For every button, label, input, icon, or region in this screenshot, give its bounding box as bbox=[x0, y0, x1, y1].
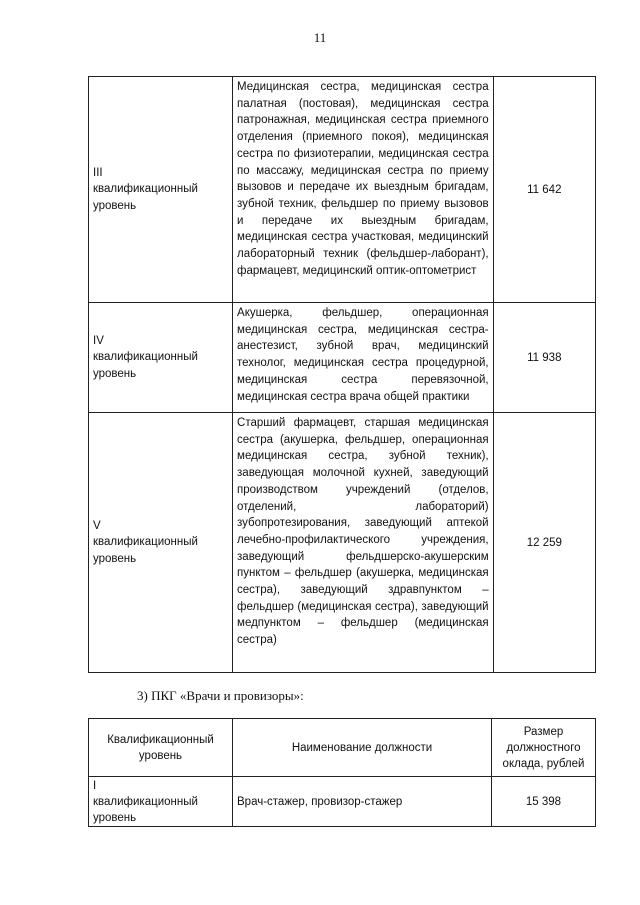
level-number: IV bbox=[93, 334, 104, 347]
qualification-level-cell bbox=[89, 777, 233, 827]
page-number: 11 bbox=[313, 30, 327, 45]
section-heading: 3) ПКГ «Врачи и провизоры»: bbox=[137, 688, 304, 703]
qualification-level-cell bbox=[89, 413, 233, 673]
positions-cell: Старший фармацевт, старшая медицинская сестра (акушерка, фельдшер, операционная медицинская сестра, зубной техник), заведующая молочной кухней, заведующий производством учреждений (отделов, отделений, лабораторий) зубопротезирования, заведующий аптекой лечебно-профилактического учреждения, заведующий фельдшерско-акушерским пунктом – фельдшер (акушерка, медицинская сестра), заведующий здравпунктом – фельдшер (медицинская сестра), заведующий медпунктом – фельдшер (медицинская сестра) bbox=[233, 413, 494, 673]
qualification-table-continued bbox=[88, 76, 596, 673]
header-qualification-level: Квалификационный уровень bbox=[89, 719, 233, 777]
level-unit: уровень bbox=[93, 811, 137, 824]
level-number: I bbox=[93, 779, 97, 792]
positions-cell: Врач-стажер, провизор-стажер bbox=[233, 777, 492, 827]
level-unit: уровень bbox=[93, 367, 137, 380]
salary-cell: 11 938 bbox=[493, 303, 595, 413]
level-word: квалификационный bbox=[93, 795, 198, 808]
header-salary: Размер должностного оклада, рублей bbox=[492, 719, 596, 777]
table-row bbox=[89, 303, 596, 413]
salary-cell: 12 259 bbox=[493, 413, 595, 673]
level-word: квалификационный bbox=[93, 536, 198, 549]
table-row bbox=[89, 777, 596, 827]
salary-cell: 15 398 bbox=[492, 777, 596, 827]
table-row bbox=[89, 413, 596, 673]
qualification-level-cell bbox=[89, 303, 233, 413]
salary-cell: 11 642 bbox=[493, 77, 595, 303]
level-word: квалификационный bbox=[93, 351, 198, 364]
doctors-pharmacists-table bbox=[88, 718, 596, 827]
table-header-row bbox=[89, 719, 596, 777]
level-number: III bbox=[93, 166, 103, 179]
level-unit: уровень bbox=[93, 552, 137, 565]
level-number: V bbox=[93, 519, 101, 532]
header-position-name: Наименование должности bbox=[233, 719, 492, 777]
level-unit: уровень bbox=[93, 199, 137, 212]
qualification-level-cell bbox=[89, 77, 233, 303]
positions-cell: Медицинская сестра, медицинская сестра палатная (постовая), медицинская сестра патронажная, медицинская сестра приемного отделения (приемного покоя), медицинская сестра по физиотерапии, медицинская сестра по массажу, медицинская сестра по приему вызовов и передаче их выездным бригадам, зубной техник, фельдшер по приему вызовов и передаче их выездным бригадам, медицинская сестра участковая, медицинский лабораторный техник (фельдшер-лаборант), фармацевт, медицинский оптик-оптометрист bbox=[233, 77, 494, 303]
level-word: квалификационный bbox=[93, 183, 198, 196]
table-row bbox=[89, 77, 596, 303]
positions-cell: Акушерка, фельдшер, операционная медицинская сестра, медицинская сестра-анестезист, зубной врач, медицинский технолог, медицинская сестра процедурной, медицинская сестра перевязочной, медицинская сестра врача общей практики bbox=[233, 303, 494, 413]
